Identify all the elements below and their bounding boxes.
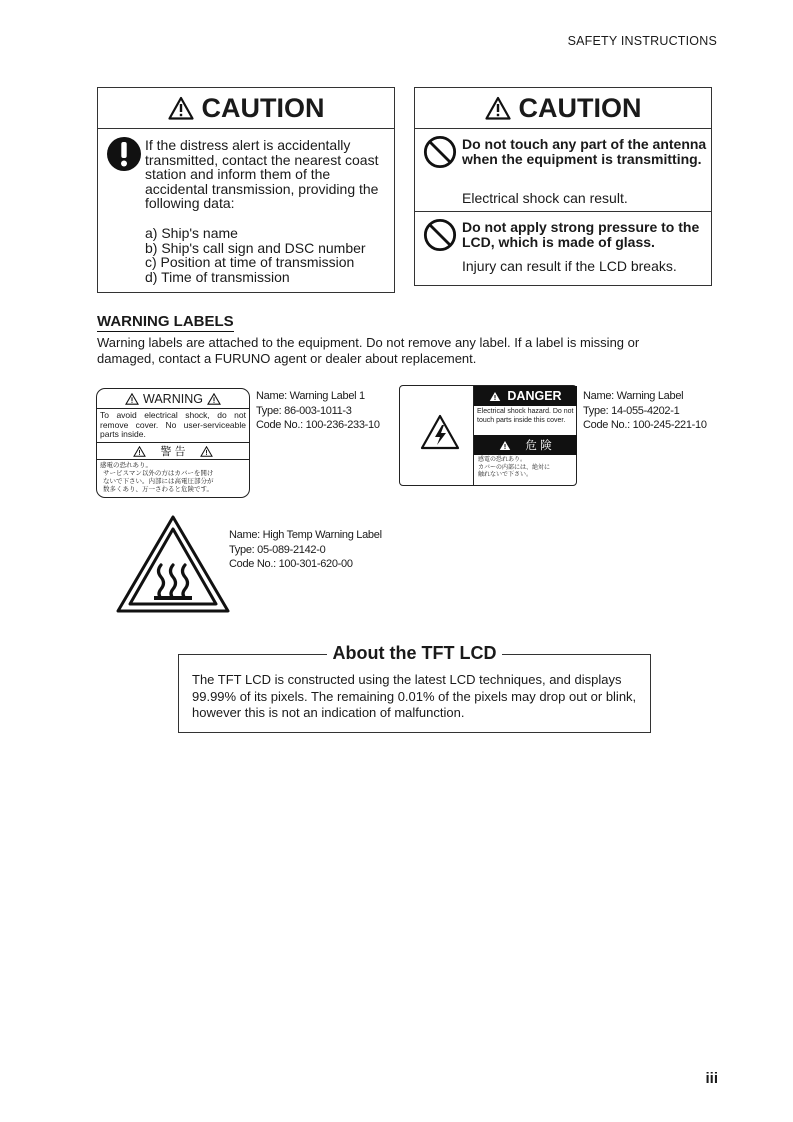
caution-title bbox=[98, 88, 394, 129]
sticker-header bbox=[97, 389, 249, 409]
section-header: SAFETY INSTRUCTIONS bbox=[567, 34, 717, 48]
warning-triangle-icon bbox=[485, 96, 511, 120]
danger-panel bbox=[473, 386, 577, 485]
danger-jp-text: 感電の恐れあり。 カバーの内部には、絶対に 触れないで下さい。 bbox=[478, 457, 551, 478]
warning-triangle-icon bbox=[200, 446, 213, 457]
label-type: Type: 14-055-4202-1 bbox=[583, 404, 680, 417]
exclamation-circle-icon bbox=[106, 136, 142, 172]
prohibited-icon bbox=[423, 218, 457, 252]
danger-title: DANGER bbox=[507, 389, 562, 403]
warning-label-3-info bbox=[229, 528, 419, 572]
divider bbox=[415, 211, 711, 212]
sticker-text: To avoid electrical shock, do not remove cover. No user-serviceable parts inside. bbox=[97, 409, 249, 443]
danger-header bbox=[474, 386, 577, 406]
label-code: Code No.: 100-236-233-10 bbox=[256, 419, 380, 431]
high-temp-warning-icon bbox=[116, 515, 230, 613]
warning-label-1-info bbox=[256, 389, 396, 433]
tft-title-wrap bbox=[178, 643, 651, 664]
sticker-jp-header bbox=[97, 443, 249, 460]
caution-lcd-note: Injury can result if the LCD breaks. bbox=[462, 258, 677, 274]
warning-triangle-icon bbox=[499, 440, 511, 451]
tft-text: The TFT LCD is constructed using the latest LCD techniques, and displays 99.99% of its pixels. The remaining 0.01% of the pixels may drop out or blink, however this is not an indication of malfunction. bbox=[192, 672, 637, 720]
label-name: Name: High Temp Warning Label bbox=[229, 529, 382, 541]
caution-title bbox=[415, 88, 711, 129]
danger-jp-title: 危 険 bbox=[525, 440, 552, 452]
label-type: Type: 05-089-2142-0 bbox=[229, 543, 326, 556]
danger-jp-header bbox=[474, 435, 577, 455]
caution-antenna-note: Electrical shock can result. bbox=[462, 190, 628, 206]
warning-triangle-icon bbox=[168, 96, 194, 120]
caution-lcd-heading: Do not apply strong pressure to the LCD, which is made of glass. bbox=[462, 219, 700, 250]
caution-title-text: CAUTION bbox=[201, 92, 325, 123]
electric-shock-icon bbox=[420, 414, 460, 450]
list-item: a) Ship's name bbox=[145, 225, 238, 241]
prohibited-icon bbox=[423, 135, 457, 169]
caution-antenna-heading: Do not touch any part of the antenna when the equipment is transmitting. bbox=[462, 136, 707, 167]
page-number: iii bbox=[705, 1070, 718, 1087]
distress-data-list bbox=[145, 226, 390, 284]
caution-distress-text: If the distress alert is accidentally transmitted, contact the nearest coast station and inform them of the accidental transmission, providing the following data: bbox=[145, 137, 379, 212]
label-type: Type: 86-003-1011-3 bbox=[256, 404, 352, 417]
warning-labels-title: WARNING LABELS bbox=[97, 313, 234, 330]
warning-triangle-icon bbox=[489, 391, 501, 402]
warning-label-1-sticker bbox=[96, 388, 250, 498]
warning-label-2-sticker bbox=[399, 385, 577, 486]
sticker-jp-text: 感電の恐れあり。 サービスマン以外の方はカバーを開け ないで下さい。内部には高電圧部分が 数多くあり、万一さわると危険です。 bbox=[100, 462, 214, 493]
warning-labels-intro: Warning labels are attached to the equipment. Do not remove any label. If a label is missing or damaged, contact a FURUNO agent or dealer about replacement. bbox=[97, 335, 640, 366]
list-item: c) Position at time of transmission bbox=[145, 254, 355, 271]
sticker-jp-title: 警 告 bbox=[160, 446, 186, 458]
label-code: Code No.: 100-245-221-10 bbox=[583, 419, 707, 431]
warning-triangle-icon bbox=[207, 393, 221, 405]
list-item: d) Time of transmission bbox=[145, 268, 290, 285]
warning-triangle-icon bbox=[133, 446, 146, 457]
warning-triangle-icon bbox=[125, 393, 139, 405]
sticker-title: WARNING bbox=[143, 391, 203, 406]
list-item: b) Ship's call sign and DSC number bbox=[145, 239, 366, 256]
caution-box-antenna-lcd bbox=[414, 87, 712, 286]
caution-box-distress bbox=[97, 87, 395, 293]
tft-title: About the TFT LCD bbox=[327, 643, 503, 663]
warning-label-2-info bbox=[583, 389, 723, 433]
danger-text: Electrical shock hazard. Do not touch parts inside this cover. bbox=[477, 408, 574, 424]
label-name: Name: Warning Label bbox=[583, 390, 684, 402]
label-name: Name: Warning Label 1 bbox=[256, 390, 365, 402]
label-code: Code No.: 100-301-620-00 bbox=[229, 558, 353, 570]
caution-title-text: CAUTION bbox=[518, 92, 642, 123]
